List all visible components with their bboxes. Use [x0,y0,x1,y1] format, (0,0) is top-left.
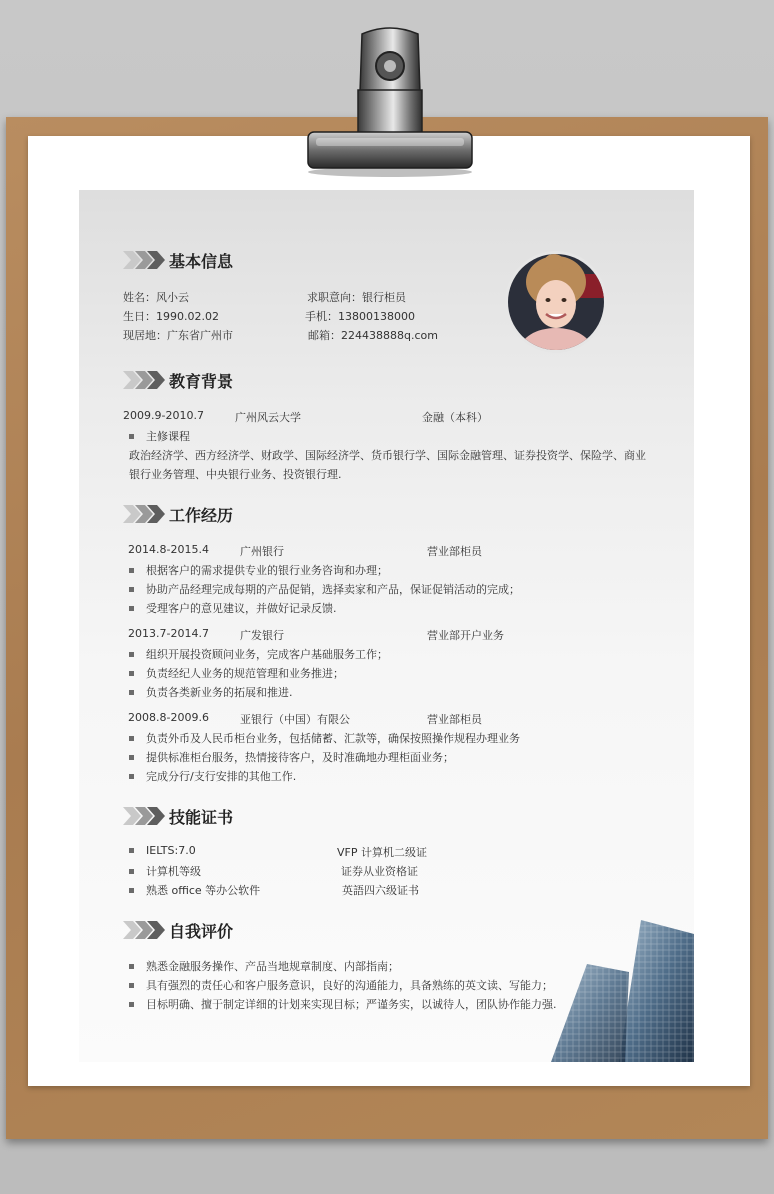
list-item [129,665,344,681]
bullet-icon [129,888,134,893]
skill-text: 熟悉 office 等办公软件 [146,884,261,897]
section-education [123,366,233,394]
job-company: 亚银行（中国）有限公 [240,713,350,726]
chevron-arrows-icon [123,369,165,391]
job-role: 营业部开户业务 [427,629,504,642]
certificate-text: 英語四六级证书 [342,884,419,897]
phone-field: 手机：13800138000 [305,310,415,323]
list-item [129,646,388,662]
job-company: 广发银行 [240,629,284,642]
section-title: 技能证书 [169,807,234,827]
chevron-arrows-icon [123,919,165,941]
intention-field: 求职意向：银行柜员 [307,291,406,304]
list-item [129,581,520,597]
bullet-icon [129,736,134,741]
bullet-icon [129,774,134,779]
list-item [129,730,520,746]
job-period: 2014.8-2015.4 [128,543,209,556]
bullet-icon [129,755,134,760]
section-self-evaluation [123,916,233,944]
section-work [123,500,233,528]
name-field: 姓名：风小云 [123,291,189,304]
list-item [129,996,557,1012]
job-company: 广州银行 [240,545,284,558]
duty-text: 负责各类新业务的拓展和推进. [146,686,293,699]
skill-text: 计算机等级 [146,865,201,878]
certificate-text: 证券从业资格证 [341,865,418,878]
bullet-icon [129,848,134,853]
avatar [505,251,607,353]
chevron-arrows-icon [123,503,165,525]
job-period: 2008.8-2009.6 [128,711,209,724]
email-field: 邮箱：224438888q.com [308,329,438,342]
bullet-icon [129,568,134,573]
list-item [129,684,293,700]
list-item [129,958,399,974]
job-role: 营业部柜员 [427,713,482,726]
job-role: 营业部柜员 [427,545,482,558]
duty-text: 负责外币及人民币柜台业务，包括储蓄、汇款等，确保按照操作规程办理业务 [146,732,520,745]
certificate-text: VFP 计算机二级证 [337,846,427,859]
bullet-icon [129,587,134,592]
section-title: 工作经历 [169,505,234,525]
bullet-icon [129,606,134,611]
duty-text: 完成分行/支行安排的其他工作. [146,770,297,783]
bullet-icon [129,964,134,969]
bullet-icon [129,434,134,439]
chevron-arrows-icon [123,805,165,827]
section-title: 自我评价 [169,921,234,941]
birthday-field: 生日：1990.02.02 [123,310,219,323]
course-label: 主修课程 [146,430,190,443]
evaluation-text: 具有强烈的责任心和客户服务意识，良好的沟通能力，具备熟练的英文读、写能力； [146,979,553,992]
bullet-icon [129,690,134,695]
list-item [129,749,454,765]
list-item [129,882,260,898]
courses-line-2: 银行业务管理、中央银行业务、投资银行理. [129,468,342,481]
list-item [129,977,553,993]
duty-text: 受理客户的意见建议，并做好记录反馈. [146,602,337,615]
list-item [129,863,201,879]
section-title: 教育背景 [169,371,234,391]
section-skills [123,802,233,830]
skill-text: IELTS:7.0 [146,844,196,857]
duty-text: 提供标准柜台服务，热情接待客户，及时准确地办理柜面业务； [146,751,454,764]
list-item [129,562,388,578]
duty-text: 根据客户的需求提供专业的银行业务咨询和办理； [146,564,388,577]
bullet-icon [129,1002,134,1007]
education-major: 金融（本科） [422,411,488,424]
courses-line-1: 政治经济学、西方经济学、财政学、国际经济学、货币银行学、国际金融管理、证券投资学、保险学、商业 [129,449,646,462]
skyscraper-image [549,920,694,1062]
job-period: 2013.7-2014.7 [128,627,209,640]
education-school: 广州风云大学 [235,411,301,424]
list-item [129,768,296,784]
duty-text: 组织开展投资顾问业务，完成客户基础服务工作； [146,648,388,661]
evaluation-text: 熟悉金融服务操作、产品当地规章制度、内部指南； [146,960,399,973]
bullet-icon [129,869,134,874]
resume-sheet [79,190,694,1062]
bullet-icon [129,983,134,988]
list-item [129,600,337,616]
course-label-item [129,428,190,444]
duty-text: 协助产品经理完成每期的产品促销，选择卖家和产品，保证促销活动的完成； [146,583,520,596]
bullet-icon [129,652,134,657]
duty-text: 负责经纪人业务的规范管理和业务推进； [146,667,344,680]
list-item [129,844,196,857]
education-period: 2009.9-2010.7 [123,409,204,422]
binder-clip-icon [302,26,478,178]
section-basic-info [123,246,233,274]
chevron-arrows-icon [123,249,165,271]
bullet-icon [129,671,134,676]
evaluation-text: 目标明确、擅于制定详细的计划来实现目标；严谨务实，以诚待人，团队协作能力强. [146,998,557,1011]
residence-field: 现居地：广东省广州市 [123,329,233,342]
section-title: 基本信息 [169,251,234,271]
